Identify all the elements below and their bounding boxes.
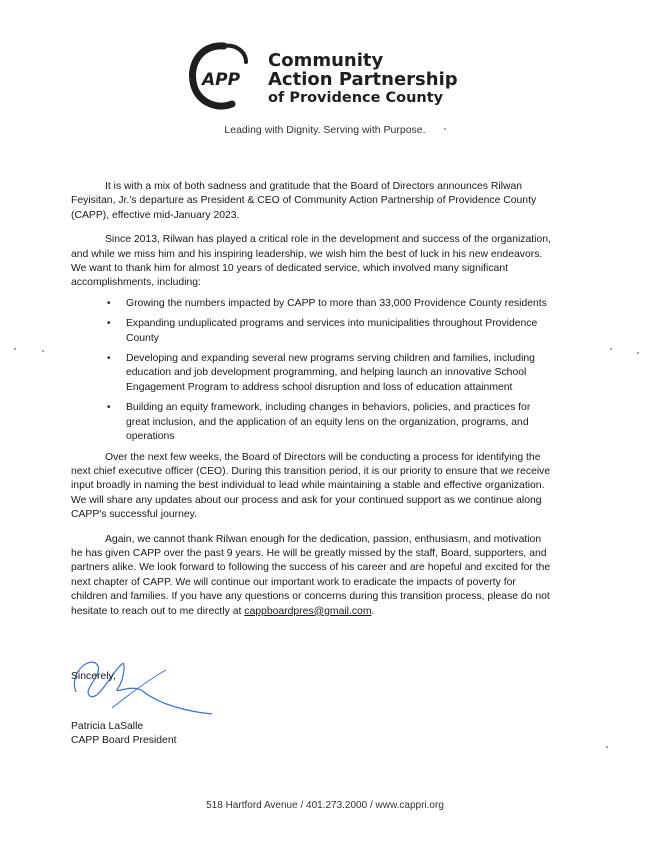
bullet-icon: • bbox=[107, 353, 111, 365]
paragraph-announcement: It is with a mix of both sadness and gratitude that the Board of Directors announces Rilwan Feyisitan, Jr.'s departure as President & CEO of Community Action Partnership of Providence County (CAPP), effective mid-January 2023. bbox=[71, 181, 537, 221]
tagline: Leading with Dignity. Serving with Purpose. bbox=[224, 124, 426, 136]
list-item: • Building an equity framework, including changes in behaviors, policies, and practices for great inclusion, and the application of an equity lens on the organization, programs, and operations bbox=[107, 402, 531, 443]
list-item: • Expanding unduplicated programs and services into municipalities throughout Providence County bbox=[107, 318, 538, 344]
bullet-icon: • bbox=[107, 318, 111, 330]
org-name-line-3: of Providence County bbox=[268, 90, 444, 106]
signatory-name: Patricia LaSalle bbox=[71, 721, 144, 732]
letter-body bbox=[71, 180, 551, 619]
list-item: • Growing the numbers impacted by CAPP to more than 33,000 Providence County residents bbox=[71, 297, 551, 311]
logo-monogram: APP bbox=[202, 70, 241, 90]
bullet-icon: • bbox=[107, 297, 111, 309]
list-item: • Developing and expanding several new programs serving children and families, including education and job development programming, and helping launch an innovative School Engagement Program to address school disruption and loss of education attainment bbox=[107, 353, 535, 393]
handwritten-signature bbox=[62, 652, 242, 722]
contact-email-link[interactable]: cappboardpres@gmail.com bbox=[244, 605, 372, 617]
org-name-line-2: Action Partnership bbox=[268, 69, 458, 90]
footer-contact: 518 Hartford Avenue / 401.273.2000 / www.cappri.org bbox=[206, 800, 444, 811]
signatory bbox=[71, 720, 177, 749]
org-name-line-1: Community bbox=[268, 50, 384, 71]
paragraph-transition: Over the next few weeks, the Board of Directors will be conducting a process for identifying the next chief executive officer (CEO). During this transition period, it is our priority to ensure that we receive input broadly in naming the best individual to lead while maintaining a stable and effective organization. We will share any updates about our process and ask for your continued support as we continue along CAPP's successful journey. bbox=[71, 451, 551, 521]
paragraph-closing: Again, we cannot thank Rilwan enough for the dedication, passion, enthusiasm, and motivation he has given CAPP over the past 9 years. He will be greatly missed by the staff, Board, supporters, and partners alike. We look forward to following the success of his career and are hopeful and excited for the next chapter of CAPP. We will continue our important work to eradicate the impacts of poverty for children and families. If you have any questions or concerns during this transition process, please do not hesitate to reach out to me directly at cappboardpres@gmail.com. bbox=[71, 533, 551, 617]
paragraph-tribute: Since 2013, Rilwan has played a critical role in the development and success of the organization, and while we miss him and his inspiring leadership, we wish him the best of luck in his new endeavors. We want to thank him for almost 10 years of dedicated service, which involved many significant accomplishments, including: bbox=[71, 234, 551, 289]
closing: Sincerely, bbox=[71, 671, 116, 682]
capp-logo-icon bbox=[186, 40, 258, 112]
accomplishments-list bbox=[71, 297, 551, 445]
signatory-title: CAPP Board President bbox=[71, 735, 177, 747]
bullet-icon: • bbox=[107, 402, 111, 414]
organization-name bbox=[268, 51, 458, 108]
